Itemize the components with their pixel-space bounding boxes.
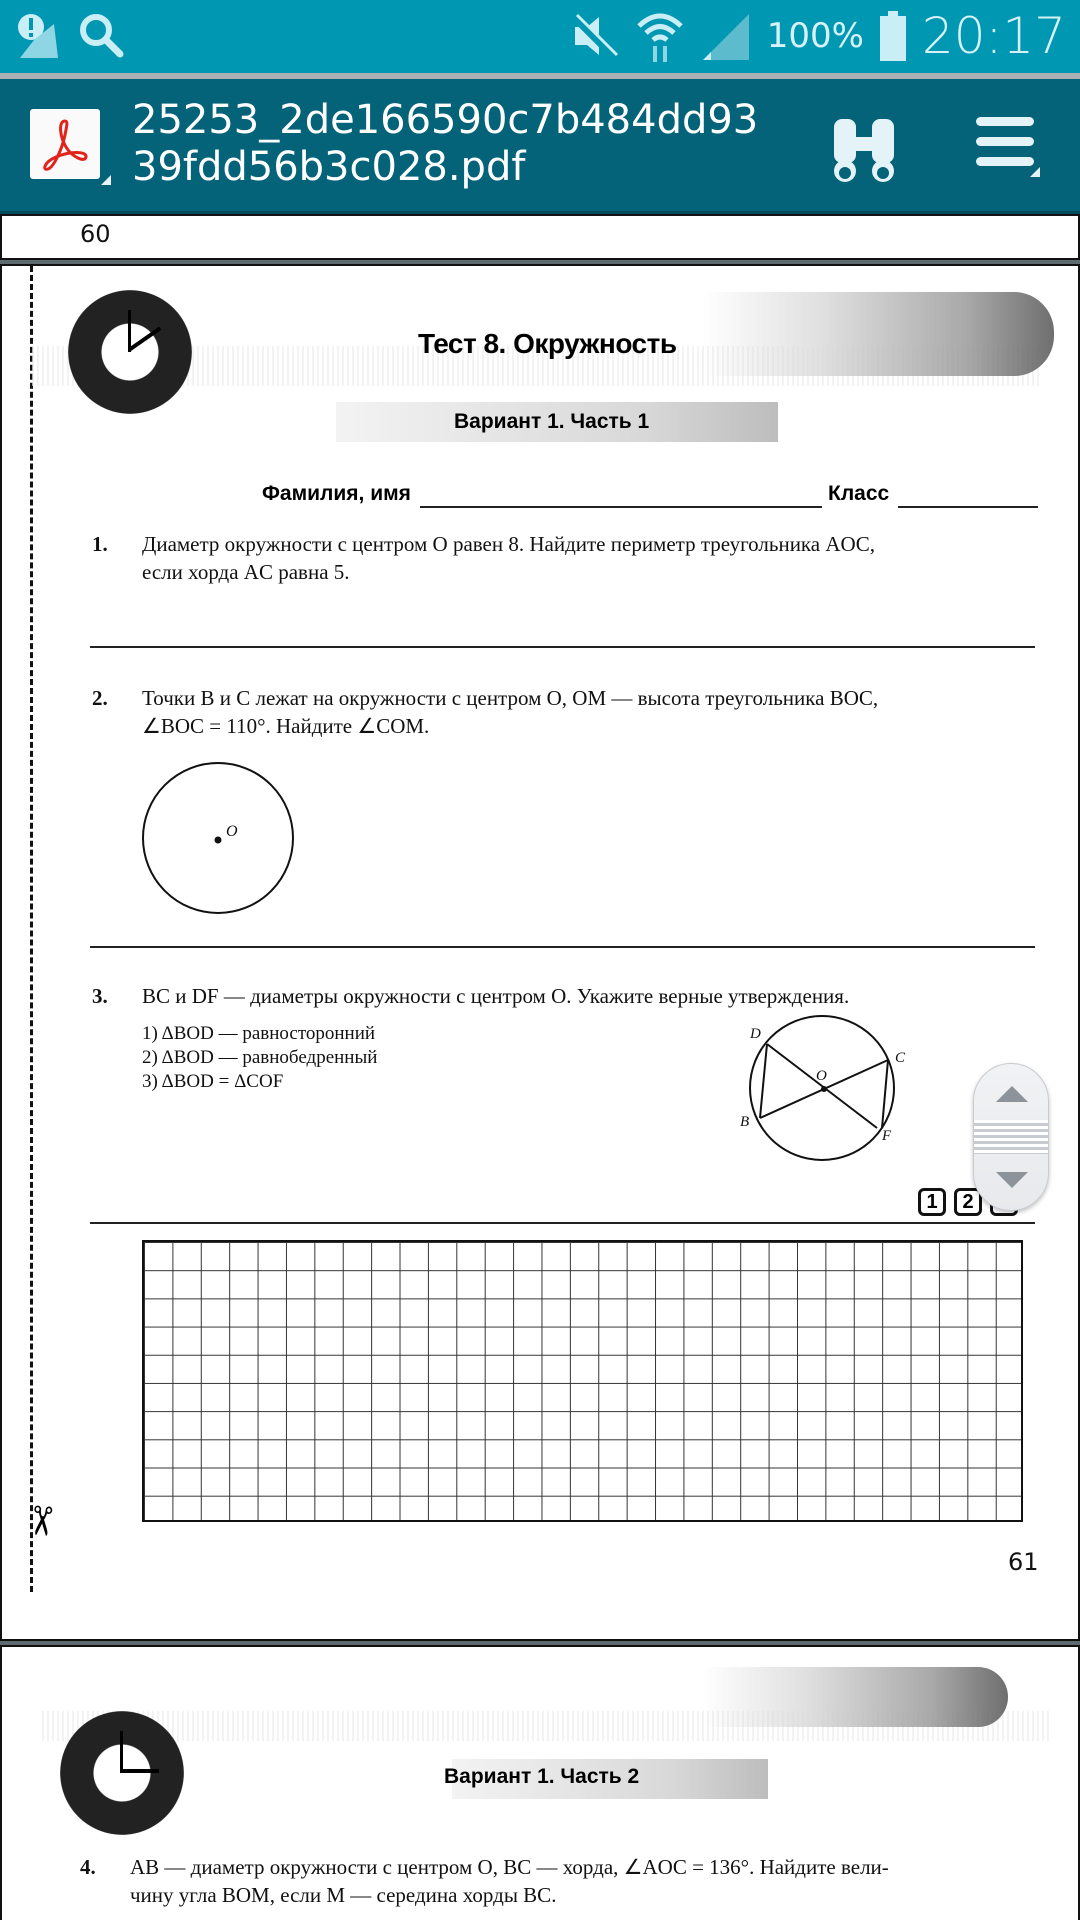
title-banner-shade bbox=[702, 292, 1054, 376]
wifi-icon bbox=[635, 10, 685, 62]
task3-options bbox=[142, 1022, 377, 1094]
task-number: 1. bbox=[92, 532, 108, 556]
scroll-grip-handle[interactable] bbox=[974, 1120, 1048, 1154]
answer-line bbox=[90, 946, 1035, 948]
clock-icon bbox=[60, 1711, 184, 1835]
class-label: Класс bbox=[828, 482, 890, 505]
svg-text:B: B bbox=[740, 1114, 750, 1130]
task-text-line2: чину угла BOM, если M — середина хорды BC. bbox=[130, 1883, 557, 1907]
search-icon bbox=[76, 10, 124, 58]
clock-time: 20:17 bbox=[921, 7, 1066, 65]
name-label: Фамилия, имя bbox=[262, 482, 411, 505]
title-banner-shade bbox=[702, 1667, 1008, 1727]
answer-line bbox=[90, 646, 1035, 648]
answer-line bbox=[90, 1222, 1035, 1224]
task-number: 4. bbox=[80, 1855, 96, 1879]
name-blank-line bbox=[420, 506, 822, 508]
task-text-line1: BC и DF — диаметры окружности с центром O. Укажите верные утверждения. bbox=[142, 984, 850, 1008]
notification-alert-icon bbox=[14, 10, 62, 58]
app-menu-corner-indicator bbox=[101, 175, 111, 185]
svg-text:O: O bbox=[226, 823, 238, 840]
variant-title: Вариант 1. Часть 2 bbox=[444, 1765, 640, 1788]
clock-icon bbox=[68, 290, 192, 414]
scroll-down-arrow-icon[interactable] bbox=[996, 1172, 1028, 1188]
pdf-icon[interactable] bbox=[30, 109, 100, 179]
option-1: 1) ΔBOD — равносторонний bbox=[142, 1023, 376, 1044]
answer-grid bbox=[142, 1240, 1023, 1522]
task-text-line1: AB — диаметр окружности с центром O, BC — хорда, ∠AOC = 136°. Найдите вели- bbox=[130, 1855, 889, 1879]
test-title: Тест 8. Окружность bbox=[418, 328, 677, 359]
svg-text:O: O bbox=[816, 1068, 827, 1084]
option-2: 2) ΔBOD — равнобедренный bbox=[142, 1047, 378, 1068]
class-blank-line bbox=[898, 506, 1038, 508]
pdf-page-61 bbox=[0, 264, 1080, 1641]
task-number: 2. bbox=[92, 686, 108, 710]
answer-box-1[interactable]: 1 bbox=[918, 1188, 946, 1216]
page-scroll-control[interactable] bbox=[973, 1063, 1049, 1211]
page-number-61: 61 bbox=[1008, 1548, 1039, 1576]
svg-text:F: F bbox=[882, 1128, 892, 1144]
status-bar bbox=[0, 0, 1080, 73]
task-text-line2: ∠BOC = 110°. Найдите ∠COM. bbox=[142, 714, 430, 738]
page-number-60: 60 bbox=[80, 220, 111, 248]
task-text-line1: Диаметр окружности с центром O равен 8. Найдите периметр треугольника AOC, bbox=[142, 532, 875, 556]
option-3: 3) ΔBOD = ΔCOF bbox=[142, 1071, 284, 1092]
task-text-line1: Точки B и C лежат на окружности с центром O, OM — высота треугольника BOC, bbox=[142, 686, 879, 710]
circle-figure-task2 bbox=[140, 760, 300, 920]
task-text-line2: если хорда AC равна 5. bbox=[142, 560, 350, 584]
hamburger-menu-icon[interactable] bbox=[972, 115, 1042, 185]
cut-line bbox=[30, 266, 33, 1592]
document-title: 25253_2de166590c7b484dd9339fdd56b3c028.pdf bbox=[132, 97, 759, 190]
svg-text:D: D bbox=[750, 1026, 761, 1042]
scroll-up-arrow-icon[interactable] bbox=[996, 1086, 1028, 1102]
pdf-page-60 bbox=[0, 214, 1080, 260]
battery-icon bbox=[880, 11, 906, 61]
answer-box-2[interactable]: 2 bbox=[954, 1188, 982, 1216]
pdf-page-62 bbox=[0, 1645, 1080, 1920]
mute-icon bbox=[569, 13, 619, 59]
binoculars-icon[interactable] bbox=[832, 115, 896, 185]
scissors-icon: ✂ bbox=[17, 1502, 65, 1540]
signal-icon bbox=[701, 12, 751, 60]
circle-diameters-figure bbox=[730, 1010, 930, 1170]
variant-title: Вариант 1. Часть 1 bbox=[454, 410, 650, 433]
task-number: 3. bbox=[92, 984, 108, 1008]
battery-percentage: 100% bbox=[766, 16, 864, 56]
svg-text:C: C bbox=[895, 1050, 906, 1066]
app-toolbar bbox=[0, 79, 1080, 214]
